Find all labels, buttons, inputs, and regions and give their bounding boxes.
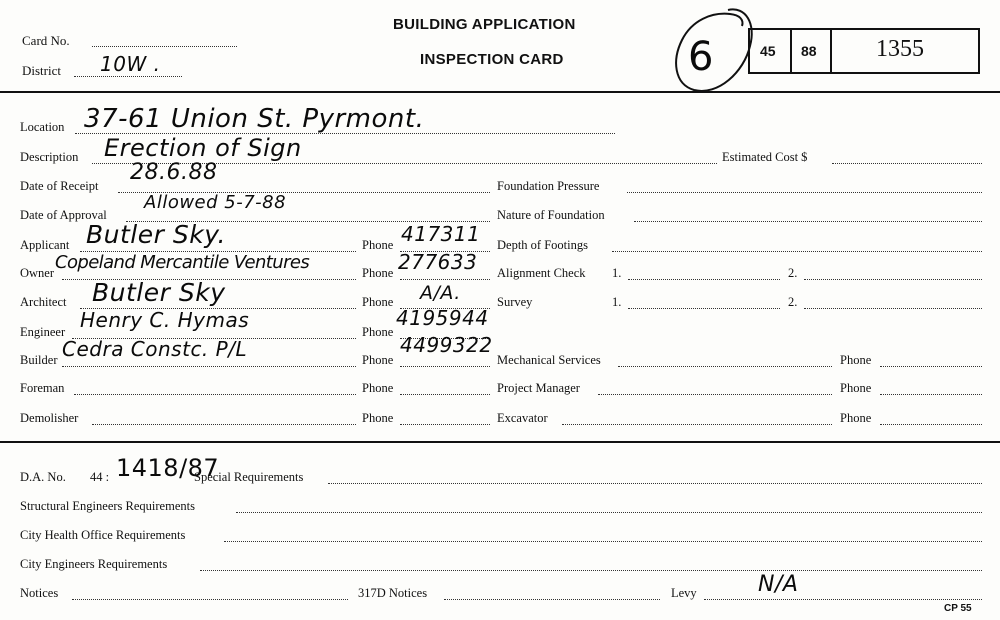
excavator-phone-line[interactable] <box>880 424 982 425</box>
form-title-line1: BUILDING APPLICATION <box>393 16 576 33</box>
alignment-check-line1[interactable] <box>628 279 780 280</box>
applicant-phone: 417311 <box>401 222 481 246</box>
alignment-check-num1: 1. <box>612 266 622 280</box>
special-requirements-line[interactable] <box>328 483 982 484</box>
da-no-value: 1418/87 <box>116 454 220 482</box>
depth-of-footings-line[interactable] <box>612 251 982 252</box>
card-no-label: Card No. <box>22 33 70 48</box>
card-number-box <box>748 28 980 74</box>
engineer-phone: 4195944 <box>396 306 489 330</box>
structural-requirements-line[interactable] <box>236 512 982 513</box>
header-divider <box>0 91 1000 93</box>
description-value: Erection of Sign <box>104 134 302 162</box>
circled-number-mark <box>668 2 760 100</box>
builder-line[interactable] <box>62 366 356 367</box>
date-of-approval-value: Allowed 5-7-88 <box>144 192 287 213</box>
applicant-value: Butler Sky. <box>86 220 226 249</box>
district-label: District <box>22 63 61 78</box>
location-label: Location <box>20 120 65 134</box>
architect-label: Architect <box>20 295 67 309</box>
mechanical-services-phone-line[interactable] <box>880 366 982 367</box>
da-no-prefix: 44 : <box>90 470 110 484</box>
health-requirements-label: City Health Office Requirements <box>20 528 186 542</box>
description-label: Description <box>20 150 79 164</box>
applicant-phone-label: Phone <box>362 238 394 252</box>
card-no-line[interactable] <box>92 46 237 47</box>
estimated-cost-line[interactable] <box>832 163 982 164</box>
box-a-value: 45 <box>760 43 776 59</box>
date-of-approval-label: Date of Approval <box>20 208 107 222</box>
district-value: 10W . <box>100 52 161 76</box>
317d-notices-label: 317D Notices <box>358 586 428 600</box>
foreman-phone-label: Phone <box>362 381 394 395</box>
project-manager-phone-label: Phone <box>840 381 872 395</box>
alignment-check-line2[interactable] <box>804 279 982 280</box>
demolisher-line[interactable] <box>92 424 356 425</box>
estimated-cost-label: Estimated Cost $ <box>722 150 808 164</box>
builder-label: Builder <box>20 353 58 367</box>
foreman-line[interactable] <box>74 394 356 395</box>
notices-line[interactable] <box>72 599 348 600</box>
foundation-pressure-line[interactable] <box>627 192 982 193</box>
builder-value: Cedra Constc. P/L <box>62 337 248 361</box>
foreman-phone-line[interactable] <box>400 394 490 395</box>
alignment-check-num2: 2. <box>788 266 798 280</box>
date-of-receipt-value: 28.6.88 <box>130 160 218 185</box>
engineer-value: Henry C. Hymas <box>80 308 250 332</box>
district-line[interactable] <box>74 76 182 77</box>
excavator-label: Excavator <box>497 411 548 425</box>
da-no-label: D.A. No. <box>20 470 66 484</box>
location-value: 37-61 Union St. Pyrmont. <box>84 104 425 134</box>
demolisher-label: Demolisher <box>20 411 79 425</box>
engineer-label: Engineer <box>20 325 66 339</box>
levy-line[interactable] <box>704 599 982 600</box>
project-manager-label: Project Manager <box>497 381 580 395</box>
owner-phone-label: Phone <box>362 266 394 280</box>
form-code: CP 55 <box>944 603 972 614</box>
section-divider <box>0 441 1000 443</box>
special-requirements-label: Special Requirements <box>194 470 304 484</box>
alignment-check-label: Alignment Check <box>497 266 586 280</box>
structural-requirements-label: Structural Engineers Requirements <box>20 499 195 513</box>
circled-number: 6 <box>688 34 714 80</box>
nature-of-foundation-line[interactable] <box>634 221 982 222</box>
builder-phone-line[interactable] <box>400 366 490 367</box>
owner-phone: 277633 <box>398 250 478 274</box>
architect-phone-label: Phone <box>362 295 394 309</box>
project-manager-phone-line[interactable] <box>880 394 982 395</box>
foundation-pressure-label: Foundation Pressure <box>497 179 600 193</box>
project-manager-line[interactable] <box>598 394 832 395</box>
depth-of-footings-label: Depth of Footings <box>497 238 588 252</box>
box-number-value: 1355 <box>876 36 924 62</box>
survey-num1: 1. <box>612 295 622 309</box>
excavator-line[interactable] <box>562 424 832 425</box>
architect-value: Butler Sky <box>92 278 226 307</box>
applicant-label: Applicant <box>20 238 70 252</box>
levy-label: Levy <box>671 586 697 600</box>
notices-label: Notices <box>20 586 59 600</box>
health-requirements-line[interactable] <box>224 541 982 542</box>
owner-label: Owner <box>20 266 55 280</box>
nature-of-foundation-label: Nature of Foundation <box>497 208 605 222</box>
survey-label: Survey <box>497 295 533 309</box>
box-b-value: 88 <box>801 43 817 59</box>
mechanical-services-label: Mechanical Services <box>497 353 601 367</box>
levy-value: N/A <box>758 572 799 597</box>
demolisher-phone-line[interactable] <box>400 424 490 425</box>
excavator-phone-label: Phone <box>840 411 872 425</box>
317d-notices-line[interactable] <box>444 599 660 600</box>
owner-phone-line[interactable] <box>400 279 490 280</box>
architect-phone: A/A. <box>420 282 461 304</box>
date-of-receipt-label: Date of Receipt <box>20 179 99 193</box>
form-title-line2: INSPECTION CARD <box>420 51 564 68</box>
survey-num2: 2. <box>788 295 798 309</box>
builder-phone-label: Phone <box>362 353 394 367</box>
builder-phone: 4499322 <box>400 333 493 357</box>
engineer-phone-label: Phone <box>362 325 394 339</box>
owner-value: Copeland Mercantile Ventures <box>55 252 310 273</box>
mechanical-services-line[interactable] <box>618 366 832 367</box>
mechanical-services-phone-label: Phone <box>840 353 872 367</box>
survey-line1[interactable] <box>628 308 780 309</box>
survey-line2[interactable] <box>804 308 982 309</box>
city-engineers-requirements-label: City Engineers Requirements <box>20 557 168 571</box>
demolisher-phone-label: Phone <box>362 411 394 425</box>
city-engineers-requirements-line[interactable] <box>200 570 982 571</box>
foreman-label: Foreman <box>20 381 65 395</box>
